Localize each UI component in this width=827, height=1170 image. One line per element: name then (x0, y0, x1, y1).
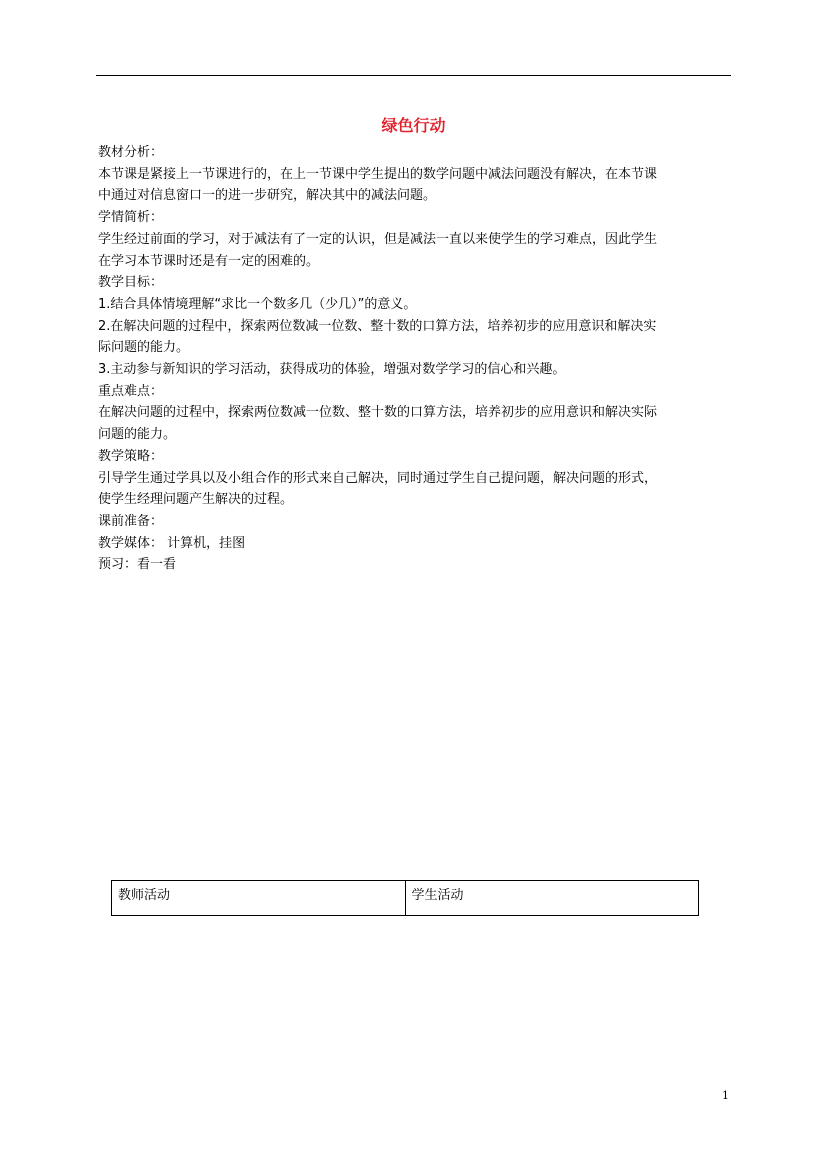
paragraph-line: 3.主动参与新知识的学习活动，获得成功的体验，增强对数学学习的信心和兴趣。 (98, 362, 566, 378)
paragraph-line: 预习：看一看 (98, 557, 177, 573)
document-body (98, 142, 730, 576)
paragraph-line: 教学媒体： 计算机，挂图 (98, 535, 246, 551)
paragraph-line: 问题的能力。 (98, 427, 177, 443)
activity-table (111, 880, 699, 916)
paragraph-line: 在解决问题的过程中，探索两位数减一位数、整十数的口算方法，培养初步的应用意识和解决实际 (98, 405, 658, 421)
paragraph-line: 使学生经理问题产生解决的过程。 (98, 492, 294, 508)
section-heading: 学情简析： (98, 210, 164, 226)
paragraph-line: 1.结合具体情境理解“求比一个数多几（少几）”的意义。 (98, 296, 417, 312)
section-heading: 教学目标： (98, 275, 164, 291)
teacher-activity-header: 教师活动 (112, 881, 406, 916)
header-rule (96, 75, 731, 76)
paragraph-line: 际问题的能力。 (98, 340, 190, 356)
page-number: 1 (722, 1089, 729, 1102)
document-title: 绿色行动 (381, 116, 446, 135)
student-activity-header: 学生活动 (405, 881, 699, 916)
paragraph-line: 中通过对信息窗口一的进一步研究，解决其中的减法问题。 (98, 188, 437, 204)
section-heading: 重点难点： (98, 383, 164, 399)
paragraph-line: 本节课是紧接上一节课进行的，在上一节课中学生提出的数学问题中减法问题没有解决，在本节课 (98, 166, 658, 182)
paragraph-line: 2.在解决问题的过程中，探索两位数减一位数、整十数的口算方法，培养初步的应用意识和解决实 (98, 318, 657, 334)
table-row (112, 881, 699, 916)
paragraph-line: 在学习本节课时还是有一定的困难的。 (98, 253, 320, 269)
paragraph-line: 引导学生通过学具以及小组合作的形式来自己解决，同时通过学生自己提问题，解决问题的形式， (98, 470, 658, 486)
section-heading: 教材分析： (98, 145, 164, 160)
section-heading: 课前准备： (98, 513, 164, 529)
section-heading: 教学策略： (98, 448, 164, 464)
paragraph-line: 学生经过前面的学习，对于减法有了一定的认识，但是减法一直以来使学生的学习难点，因此学生 (98, 231, 658, 247)
